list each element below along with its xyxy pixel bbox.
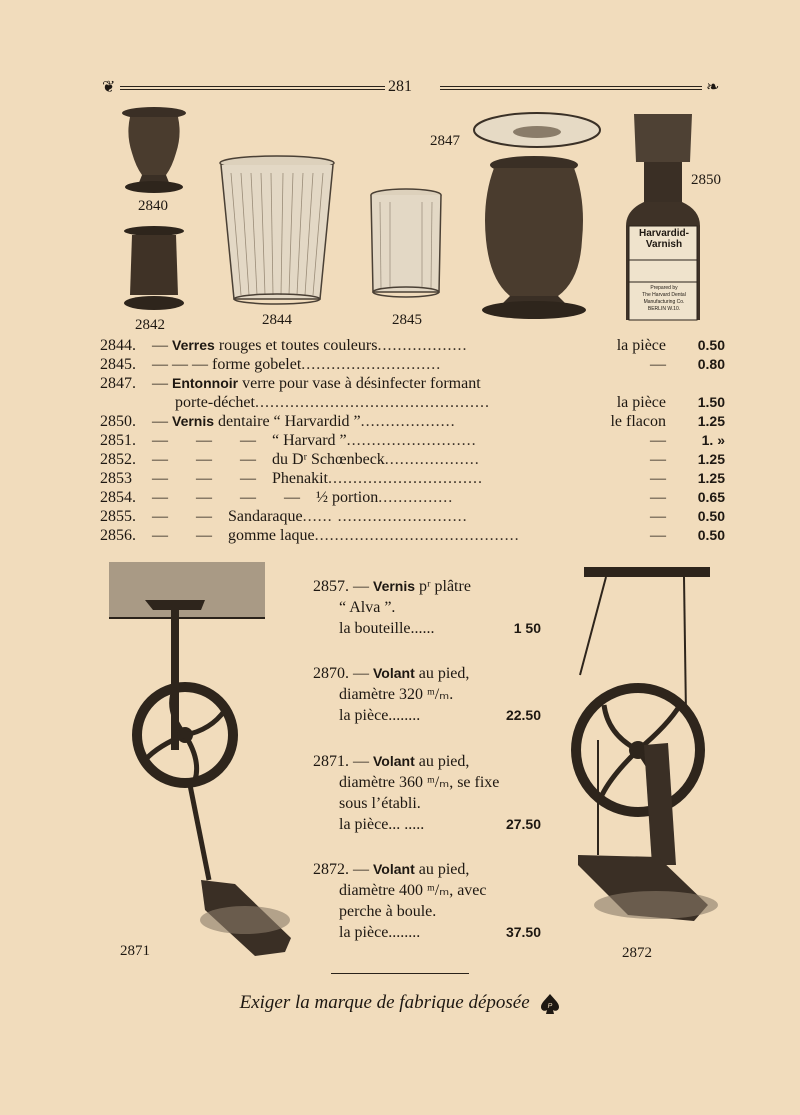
dash: — — —: [152, 432, 268, 449]
dash: — — — —: [152, 489, 312, 506]
leader-dots: ..................: [377, 337, 468, 354]
product-entry: [313, 576, 541, 639]
header-rule-left: [120, 86, 385, 90]
keyword: Entonnoir: [172, 375, 239, 391]
glass-2845-illustration: [368, 188, 444, 302]
entry-detail: sous l’établi.: [339, 795, 421, 812]
figure-label-2840: 2840: [138, 198, 168, 214]
entry-price: 1 50: [513, 620, 541, 636]
item-number: 2850.: [100, 413, 136, 430]
product-entry: [313, 751, 541, 835]
entry-title-rest: au pied,: [414, 861, 470, 878]
entry-keyword: Volant: [373, 861, 415, 877]
item-number: 2854.: [100, 489, 136, 506]
item-unit: la pièce: [616, 394, 666, 411]
leader-dots: ...................: [384, 451, 480, 468]
bottle-label-line2: Varnish: [645, 239, 683, 250]
item-unit: le flacon: [610, 413, 666, 430]
entry-keyword: Volant: [373, 753, 415, 769]
price-row: [100, 488, 725, 507]
item-unit: la pièce: [616, 337, 666, 354]
leader-dots: ...............................................: [254, 394, 490, 411]
item-description: [152, 336, 467, 355]
entry-unit: la pièce... .....: [339, 816, 425, 833]
text: dentaire “ Harvardid ”: [214, 413, 361, 430]
item-price: 1. »: [701, 432, 725, 448]
entry-number: 2857. —: [313, 578, 369, 595]
price-row: [100, 393, 725, 412]
item-number: 2855.: [100, 508, 136, 525]
header-rule-right: [440, 86, 702, 90]
entry-detail: “ Alva ”.: [339, 599, 396, 616]
text: Sandaraque: [228, 508, 303, 525]
entry-price: 37.50: [505, 924, 541, 940]
price-row: [100, 526, 725, 545]
entry-unit: la bouteille......: [339, 620, 435, 637]
product-entry: [313, 859, 541, 943]
leader-dots: ...............: [378, 489, 454, 506]
item-description: [152, 431, 477, 450]
item-description: [175, 393, 490, 412]
item-price: 1.25: [697, 451, 725, 467]
text: ½ portion: [316, 489, 379, 506]
footer-rule: [331, 973, 469, 974]
spittoon-2842-illustration: [118, 225, 190, 313]
dash: — —: [152, 527, 224, 544]
dash: —: [152, 337, 168, 354]
item-description: [152, 412, 456, 431]
figure-label-2872: 2872: [622, 945, 652, 961]
entry-title-rest: pʳ plâtre: [415, 578, 471, 595]
dash: — — —: [152, 356, 208, 373]
item-price: 1.25: [697, 470, 725, 486]
text: verre pour vase à désinfecter formant: [238, 375, 481, 392]
item-unit: —: [650, 489, 666, 506]
text: porte-déchet: [175, 394, 255, 411]
leader-dots: ............................: [301, 356, 442, 373]
leader-dots: ...................: [360, 413, 456, 430]
bottle-maker: [630, 285, 698, 313]
item-number: 2845.: [100, 356, 136, 373]
glass-2844-illustration: [217, 155, 337, 307]
entry-keyword: Vernis: [373, 578, 416, 594]
bottle-maker-line3: Manufacturing Co.: [643, 299, 685, 305]
product-entry: [313, 663, 541, 726]
entry-title: [313, 859, 541, 880]
item-number: 2844.: [100, 337, 136, 354]
bottle-maker-line4: BERLIN W.10.: [647, 306, 681, 312]
item-price: 0.50: [697, 527, 725, 543]
right-ornament-icon: ❧: [706, 79, 720, 96]
entry-price: 22.50: [505, 707, 541, 723]
item-price: 0.50: [697, 508, 725, 524]
price-row: [100, 355, 725, 374]
figure-label-2871: 2871: [120, 943, 150, 959]
entry-keyword: Volant: [373, 665, 415, 681]
item-description: [152, 374, 481, 393]
item-price: 0.80: [697, 356, 725, 372]
item-description: [152, 507, 468, 526]
bottle-label: [630, 228, 698, 250]
leader-dots: ...... ..........................: [302, 508, 468, 525]
text: forme gobelet: [212, 356, 302, 373]
figure-label-2850: 2850: [691, 172, 721, 188]
leader-dots: ..........................: [346, 432, 477, 449]
item-number: 2852.: [100, 451, 136, 468]
entry-price-line: [313, 618, 541, 639]
item-unit: —: [650, 356, 666, 373]
item-unit: —: [650, 470, 666, 487]
left-ornament-icon: ❦: [102, 79, 116, 96]
entry-number: 2870. —: [313, 665, 369, 682]
price-row: [100, 431, 725, 450]
price-row: [100, 412, 725, 431]
text: gomme laque: [228, 527, 315, 544]
dash: — — —: [152, 470, 268, 487]
entry-price-line: [313, 922, 541, 943]
item-price: 1.50: [697, 394, 725, 410]
trademark-spade-icon: [540, 993, 560, 1015]
item-number: 2856.: [100, 527, 136, 544]
entry-unit: la pièce........: [339, 924, 421, 941]
leader-dots: ...............................: [328, 470, 483, 487]
entry-title: [313, 663, 541, 684]
footer-text: Exiger la marque de fabrique déposée: [239, 992, 530, 1013]
entry-title-rest: au pied,: [414, 665, 470, 682]
entry-price-line: [313, 705, 541, 726]
price-row: [100, 469, 725, 488]
bottle-maker-line2: The Harvard Dental: [642, 292, 686, 298]
page-number: 281: [388, 78, 412, 95]
price-row: [100, 450, 725, 469]
item-unit: —: [650, 527, 666, 544]
entry-number: 2872. —: [313, 861, 369, 878]
treadle-wheel-2872-illustration: [568, 565, 728, 945]
item-unit: —: [650, 508, 666, 525]
item-description: [152, 488, 453, 507]
entry-detail: diamètre 320 ᵐ/ₘ.: [339, 686, 454, 703]
item-unit: —: [650, 432, 666, 449]
keyword: Vernis: [172, 413, 215, 429]
entry-detail: perche à boule.: [339, 903, 437, 920]
entry-number: 2871. —: [313, 753, 369, 770]
figure-label-2847: 2847: [430, 133, 460, 149]
entry-unit: la pièce........: [339, 707, 421, 724]
item-description: [152, 450, 480, 469]
item-price: 0.50: [697, 337, 725, 353]
text: du Dʳ Schœnbeck: [272, 451, 385, 468]
treadle-wheel-2871-illustration: [105, 560, 300, 965]
item-description: [152, 469, 483, 488]
bottle-label-line1: Harvardid-: [638, 228, 689, 239]
item-unit: —: [650, 451, 666, 468]
figure-label-2842: 2842: [135, 317, 165, 333]
item-description: [152, 526, 520, 545]
footer-note: [0, 992, 800, 1015]
leader-dots: .........................................: [314, 527, 520, 544]
entry-price-line: [313, 814, 541, 835]
item-price: 0.65: [697, 489, 725, 505]
item-number: 2851.: [100, 432, 136, 449]
vase-2840-illustration: [118, 105, 190, 197]
text: rouges et toutes couleurs: [214, 337, 378, 354]
entry-title: [313, 576, 541, 597]
dash: —: [152, 375, 168, 392]
price-row: [100, 507, 725, 526]
bottle-maker-line1: Prepared by: [650, 285, 678, 291]
dash: —: [152, 413, 168, 430]
item-description: [152, 355, 441, 374]
funnel-vase-2847-illustration: [470, 110, 604, 325]
item-price: 1.25: [697, 413, 725, 429]
item-number: 2847.: [100, 375, 136, 392]
entry-price: 27.50: [505, 816, 541, 832]
dash: — —: [152, 508, 224, 525]
price-row: [100, 336, 725, 355]
figure-label-2845: 2845: [392, 312, 422, 328]
entry-detail: diamètre 360 ᵐ/ₘ, se fixe: [339, 774, 500, 791]
keyword: Verres: [172, 337, 215, 353]
dash: — — —: [152, 451, 268, 468]
svg-text:P: P: [548, 1002, 553, 1010]
text: “ Harvard ”: [272, 432, 347, 449]
entry-detail: diamètre 400 ᵐ/ₘ, avec: [339, 882, 487, 899]
item-number: 2853: [100, 470, 132, 487]
entry-title: [313, 751, 541, 772]
text: Phenakit: [272, 470, 328, 487]
price-row: [100, 374, 725, 393]
entry-title-rest: au pied,: [414, 753, 470, 770]
figure-label-2844: 2844: [262, 312, 292, 328]
